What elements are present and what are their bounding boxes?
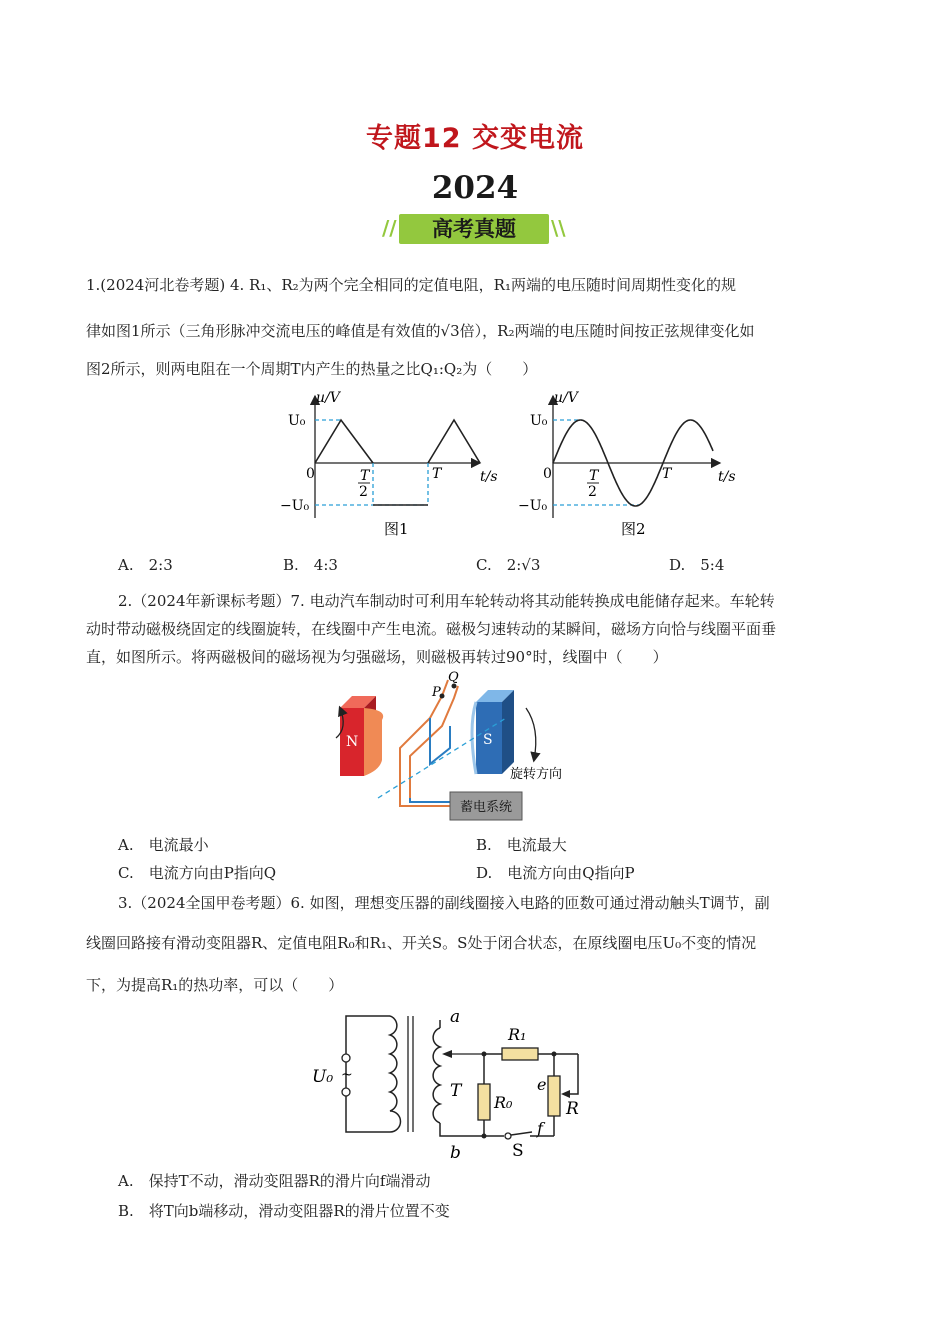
q3-option-a[interactable]: A. 保持T不动，滑动变阻器R的滑片向f端滑动	[118, 1172, 431, 1190]
fig1-negU0-label: −U₀	[280, 498, 310, 514]
q1-line-1: 1.(2024河北卷考题) 4. R₁、R₂为两个完全相同的定值电阻，R₁两端的电压随时间周期性变化的规	[86, 276, 736, 294]
p-label: P	[432, 685, 441, 700]
q1-option-c[interactable]: C. 2:√3	[476, 556, 541, 574]
n-pole-label: N	[346, 734, 359, 750]
fig1-t-axis-label: t/s	[480, 469, 498, 485]
q2-line-3: 直，如图所示。将两磁极间的磁场视为匀强磁场，则磁极再转过90°时，线圈中（ ）	[86, 648, 668, 666]
q1-figure-1	[280, 388, 520, 540]
q3-figure-transformer	[300, 1008, 600, 1168]
fig1-U0-label: U₀	[288, 413, 306, 429]
rotation-label: 旋转方向	[510, 767, 563, 782]
fig1-u-axis-label: u/V	[316, 390, 340, 406]
storage-label: 蓄电系统	[460, 800, 513, 815]
q2-option-b[interactable]: B. 电流最大	[476, 836, 567, 854]
q1-figure-2	[508, 388, 748, 540]
rotation-arrow	[526, 708, 536, 760]
q1-line-2: 律如图1所示（三角形脉冲交流电压的峰值是有效值的√3倍），R₂两端的电压随时间按正弦规律变化如	[86, 322, 755, 340]
q3-line-2: 线圈回路接有滑动变阻器R、定值电阻R₀和R₁、开关S。S处于闭合状态，在原线圈电压U₀不变的情况	[86, 934, 757, 952]
q2-figure-generator	[330, 668, 590, 828]
fig2-T-half-den: 2	[588, 484, 597, 500]
resistor-R0	[478, 1084, 490, 1120]
fig2-U0-label: U₀	[530, 413, 548, 429]
q2-option-d[interactable]: D. 电流方向由Q指向P	[476, 864, 635, 882]
fig2-T-label: T	[662, 466, 672, 482]
f-label: f	[537, 1119, 543, 1138]
fig1-caption: 图1	[384, 520, 409, 538]
tap-T-label: T	[450, 1081, 462, 1101]
fig1-zero-label: 0	[306, 466, 315, 482]
resistor-R1	[502, 1048, 538, 1060]
q1-option-d[interactable]: D. 5:4	[669, 556, 725, 574]
fig1-T-label: T	[432, 466, 442, 482]
s-pole-label: S	[483, 732, 493, 748]
r0-label: R₀	[494, 1093, 513, 1112]
fig1-T-half-num: T	[360, 468, 370, 484]
secondary-coil	[433, 1028, 440, 1123]
badge-label: 高考真题	[432, 217, 516, 241]
q2-line-2: 动时带动磁极绕固定的线圈旋转，在线圈中产生电流。磁极匀速转动的某瞬间，磁场方向恰与线圈平面垂	[86, 620, 777, 638]
fig1-triangle-2	[428, 420, 480, 463]
fig2-u-axis-label: u/V	[554, 390, 578, 406]
fig1-T-half-den: 2	[359, 484, 368, 500]
page-title: 专题12 交变电流	[366, 123, 584, 154]
rheostat-R	[548, 1076, 560, 1116]
q-label: Q	[448, 670, 459, 685]
terminal-a: a	[450, 1008, 461, 1027]
switch-S	[511, 1132, 532, 1135]
primary-coil	[390, 1016, 401, 1132]
fig2-t-axis-label: t/s	[718, 469, 736, 485]
year-heading: 2024	[431, 170, 519, 206]
q1-option-b[interactable]: B. 4:3	[283, 556, 338, 574]
n-magnet-face	[364, 708, 383, 776]
ac-source-tilde: ~	[341, 1067, 353, 1083]
q3-option-b[interactable]: B. 将T向b端移动，滑动变阻器R的滑片位置不变	[118, 1202, 450, 1220]
q3-line-1: 3.（2024全国甲卷考题）6. 如图，理想变压器的副线圈接入电路的匝数可通过滑动触头T调节，副	[118, 894, 770, 912]
fig2-caption: 图2	[621, 520, 646, 538]
r-label: R	[566, 1099, 579, 1119]
badge-slash-right: \\	[551, 216, 566, 240]
fig2-T-half-num: T	[589, 468, 599, 484]
switch-S-label: S	[512, 1141, 524, 1161]
rheostat-slider	[561, 1090, 570, 1098]
r1-label: R₁	[508, 1025, 527, 1044]
e-label: e	[537, 1075, 547, 1094]
badge-slash-left: //	[382, 216, 397, 240]
fig2-negU0-label: −U₀	[518, 498, 548, 514]
fig2-zero-label: 0	[543, 466, 552, 482]
q1-line-3: 图2所示，则两电阻在一个周期T内产生的热量之比Q₁:Q₂为（ ）	[86, 360, 538, 378]
q2-line-1: 2.（2024年新课标考题）7. 电动汽车制动时可利用车轮转动将其动能转换成电能储存起来。车轮转	[118, 592, 775, 610]
q3-line-3: 下，为提高R₁的热功率，可以（ ）	[86, 976, 344, 994]
u0-label: U₀	[312, 1067, 334, 1087]
fig1-triangle-1	[315, 420, 373, 463]
q1-option-a[interactable]: A. 2:3	[118, 556, 173, 574]
q2-option-a[interactable]: A. 电流最小	[118, 836, 209, 854]
terminal-b: b	[450, 1143, 461, 1163]
q2-option-c[interactable]: C. 电流方向由P指向Q	[118, 864, 277, 882]
